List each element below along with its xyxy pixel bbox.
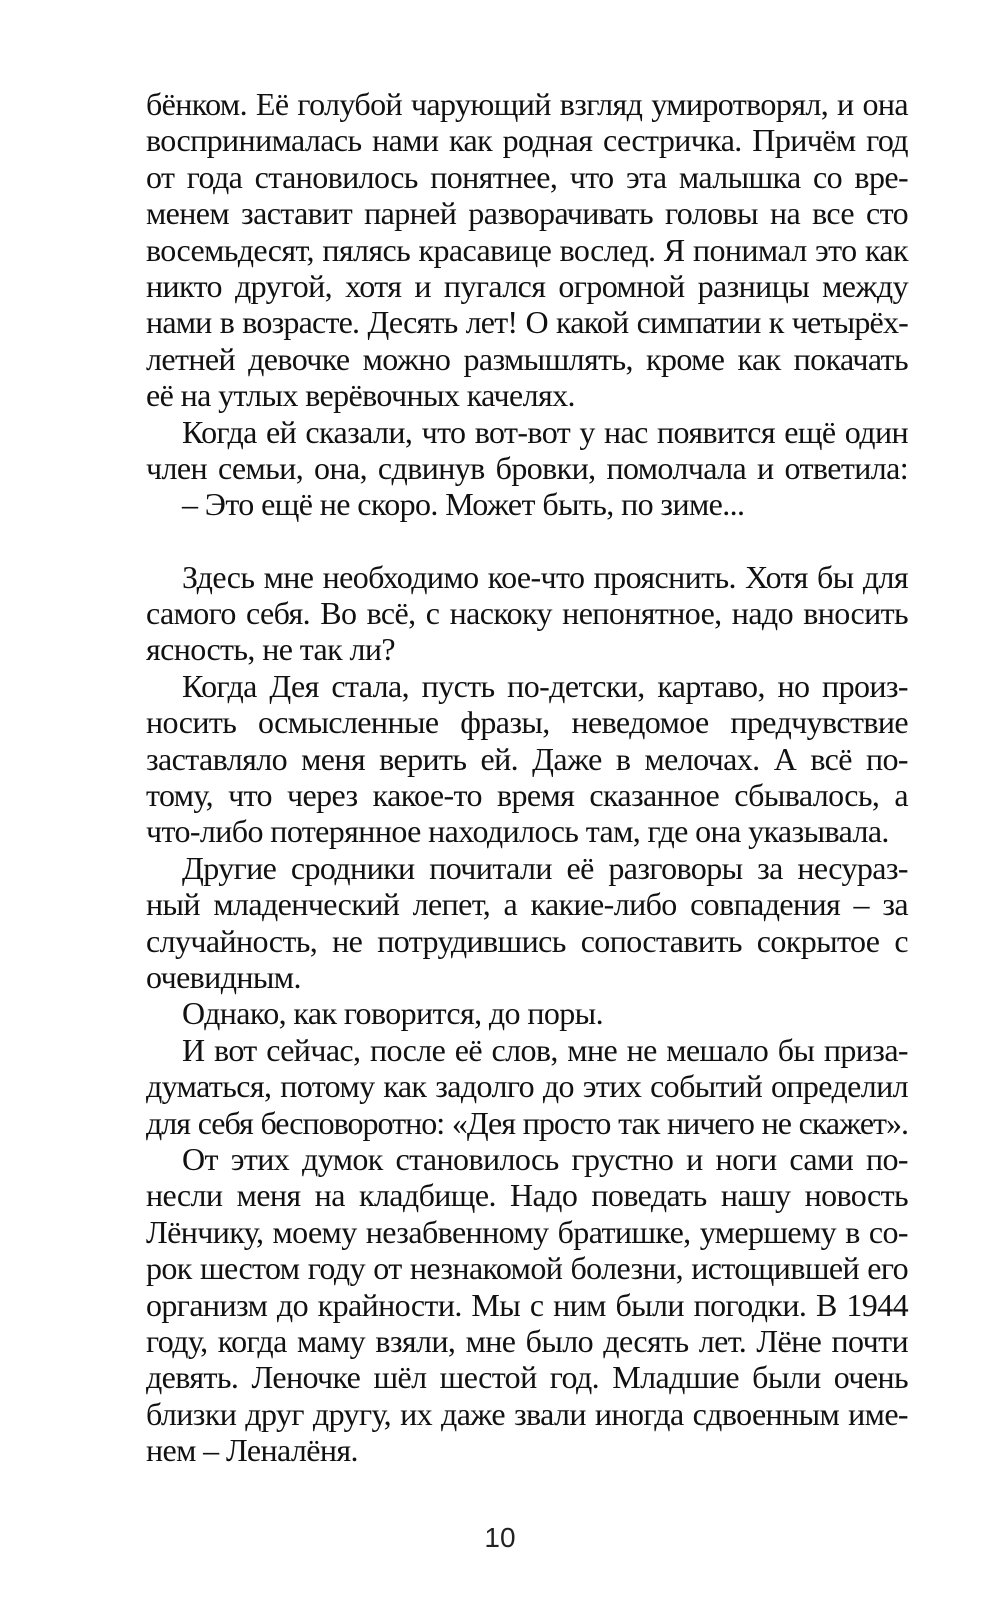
text-line: И вот сейчас, после её слов, мне не мешало бы приза-	[182, 1031, 908, 1068]
text-line: бёнком. Её голубой чарующий взгляд умиротворял, и она	[146, 86, 908, 122]
text-line: несли меня на кладбище. Надо поведать нашу новость	[146, 1177, 908, 1214]
text-line: рок шестом году от незнакомой болезни, истощившей его	[146, 1250, 908, 1287]
text-line: случайность, не потрудившись сопоставить сокрытое с	[146, 922, 908, 959]
text-line: Лёнчику, моему незабвенному братишке, умершему в со-	[146, 1213, 908, 1250]
text-line: член семьи, она, сдвинув бровки, помолчала и ответила:	[146, 449, 908, 486]
text-line: что-либо потерянное находилось там, где она указывала.	[146, 813, 889, 850]
text-line: ный младенческий лепет, а какие-либо совпадения – за	[146, 886, 908, 923]
text-line: близки друг другу, их даже звали иногда сдвоенным име-	[146, 1395, 908, 1432]
text-line: летней девочке можно размышлять, кроме как покачать	[146, 340, 908, 377]
text-line: самого себя. Во всё, с наскоку непонятное, надо вносить	[146, 595, 908, 632]
text-line: от года становилось понятнее, что эта малышка со вре-	[146, 158, 908, 195]
text-line: очевидным.	[146, 958, 301, 995]
page-text	[146, 86, 908, 1468]
text-line: году, когда маму взяли, мне было десять лет. Лёне почти	[146, 1322, 908, 1359]
text-line: её на утлых верёвочных качелях.	[146, 377, 575, 414]
text-line: нами в возрасте. Десять лет! О какой симпатии к четырёх-	[146, 304, 908, 341]
text-line: ясность, не так ли?	[146, 631, 395, 668]
section-break	[146, 523, 908, 559]
text-line: восемьдесят, пялясь красавице вослед. Я понимал это как	[146, 231, 908, 268]
text-line: менем заставит парней разворачивать головы на все сто	[146, 195, 908, 232]
text-line: носить осмысленные фразы, неведомое предчувствие	[146, 704, 908, 741]
text-line: нем – Леналёня.	[146, 1432, 358, 1469]
page-number: 10	[484, 1522, 516, 1553]
text-line: никто другой, хотя и пугался огромной разницы между	[146, 267, 908, 304]
text-line: заставляло меня верить ей. Даже в мелочах. А всё по-	[146, 740, 908, 777]
text-line: воспринималась нами как родная сестричка. Причём год	[146, 122, 908, 159]
text-line: организм до крайности. Мы с ним были погодки. В 1944	[146, 1286, 908, 1323]
text-line: От этих думок становилось грустно и ноги сами по-	[182, 1140, 908, 1177]
text-line: – Это ещё не скоро. Может быть, по зиме...	[182, 486, 745, 523]
text-line: тому, что через какое-то время сказанное сбывалось, а	[146, 777, 908, 814]
text-line: Когда ей сказали, что вот-вот у нас появится ещё один	[182, 413, 908, 450]
text-line: Когда Дея стала, пусть по-детски, картаво, но произ-	[182, 667, 908, 704]
text-line: для себя бесповоротно: «Дея просто так ничего не скажет».	[146, 1104, 908, 1141]
text-line: Другие сродники почитали её разговоры за несураз-	[182, 849, 908, 886]
text-line: Однако, как говорится, до поры.	[182, 995, 603, 1032]
text-line: думаться, потому как задолго до этих событий определил	[146, 1068, 908, 1105]
text-line: Здесь мне необходимо кое-что прояснить. Хотя бы для	[182, 558, 908, 595]
text-line: девять. Леночке шёл шестой год. Младшие были очень	[146, 1359, 908, 1396]
